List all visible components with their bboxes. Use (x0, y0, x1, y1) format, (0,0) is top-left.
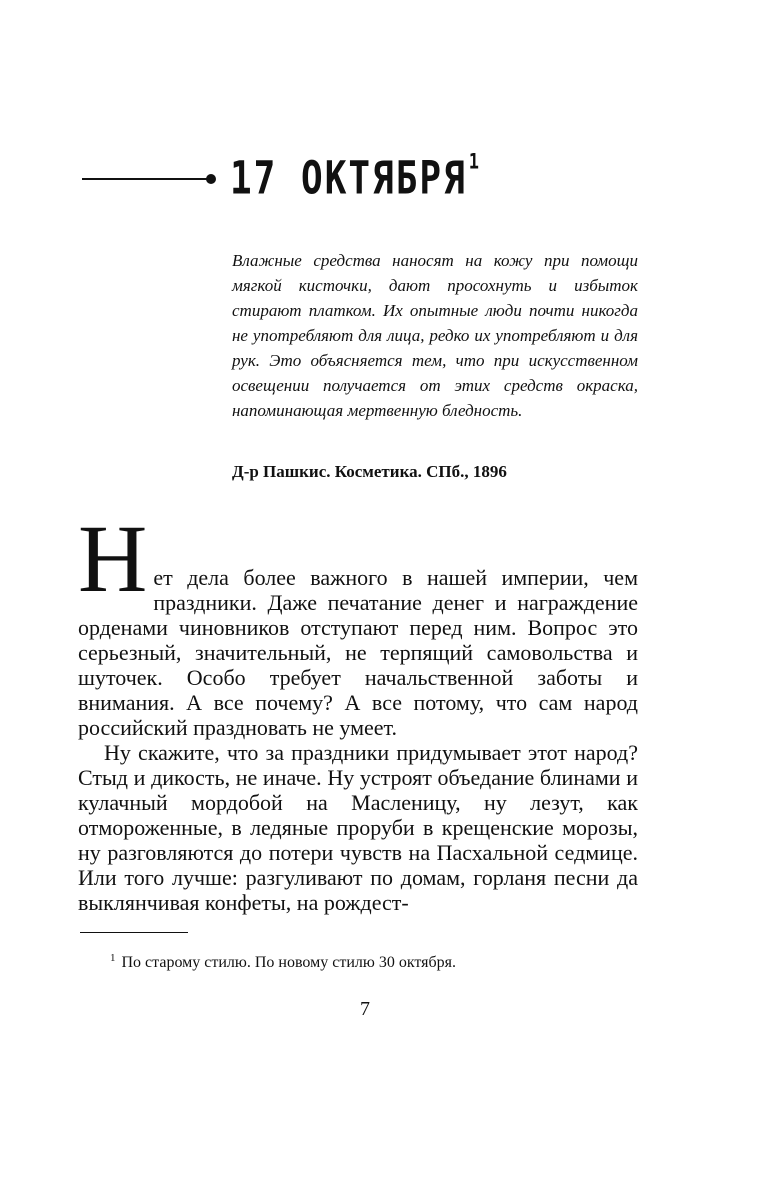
paragraph-2: Ну скажите, что за праздники придумывает этот народ? Стыд и дикость, не иначе. Ну устроят объедание блинами и кулачный мордобой на Масленицу, ну лезут, как отмороженные, в ледяные проруби в крещенские морозы, ну разговляются до потери чувств на Пасхальной седмице. Или того лучше: разгуливают по домам, горланя песни да выклянчивая конфеты, на рождест- (78, 740, 638, 915)
chapter-title (230, 149, 481, 205)
paragraph-1 (78, 505, 638, 740)
epigraph-text: Влажные средства наносят на кожу при помощи мягкой кисточки, дают просохнуть и избыток стирают платком. Их опытные люди почти никогда не употребляют для лица, редко их употребляют и для рук. Это объясняется тем, что при искусственном освещении получается от этих средств окраска, напоминающая мертвенную бледность. (232, 251, 638, 420)
drop-cap: Н (78, 505, 148, 612)
footnote-rule (80, 932, 188, 933)
main-text (78, 505, 638, 915)
chapter-title-text: 17 ОКТЯБРЯ (230, 153, 467, 205)
title-rule-line (82, 178, 210, 180)
chapter-footnote-mark: 1 (468, 149, 481, 175)
title-rule-dot (206, 174, 216, 184)
footnote-text: По старому стилю. По новому стилю 30 октября. (121, 954, 457, 971)
footnote (110, 948, 456, 973)
page-number: 7 (360, 998, 370, 1020)
footnote-mark: 1 (110, 952, 116, 964)
paragraph-1-text: ет дела более важного в нашей империи, чем праздники. Даже печатание денег и награждение орденами чиновников отступают перед ним. Вопрос это серьезный, значительный, не терпящий самовольства и шуточек. Особо требует начальственной заботы и внимания. А все почему? А все потому, что сам народ российский праздновать не умеет. (78, 565, 638, 740)
epigraph-source: Д-р Пашкис. Косметика. СПб., 1896 (232, 462, 507, 481)
